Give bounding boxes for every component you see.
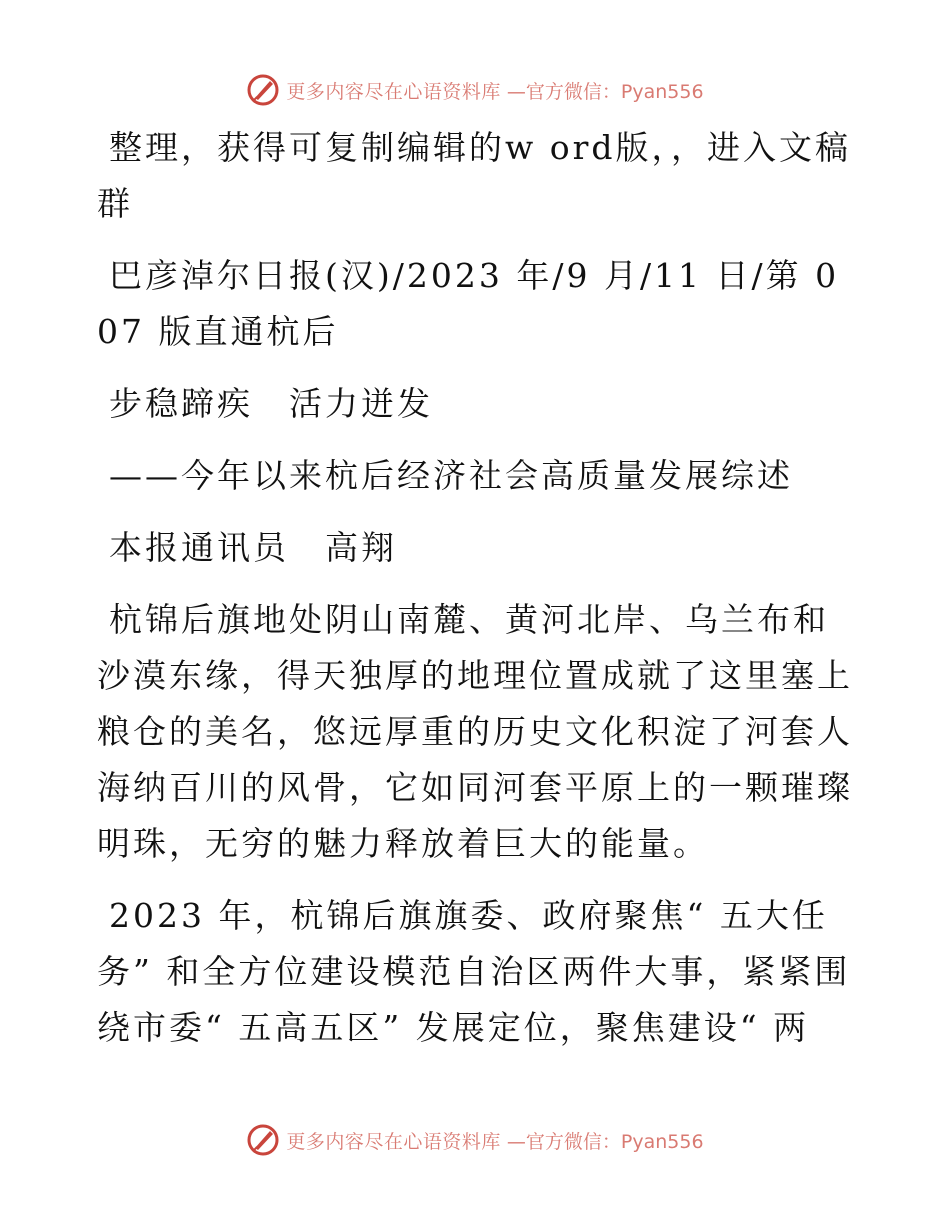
article-subtitle: ——今年以来杭后经济社会高质量发展综述 bbox=[109, 456, 793, 495]
watermark-wechat-text: —官方微信：Pyan556 bbox=[506, 1130, 704, 1153]
watermark-site-text: 更多内容尽在心语资料库 bbox=[286, 1130, 501, 1153]
article-byline: 本报通讯员 高翔 bbox=[109, 528, 397, 567]
document-body bbox=[97, 120, 857, 1072]
quill-seal-icon bbox=[246, 73, 280, 107]
article-title: 步稳蹄疾 活力迸发 bbox=[109, 384, 433, 423]
footer-watermark bbox=[0, 1120, 950, 1160]
quill-seal-icon bbox=[246, 1123, 280, 1157]
paragraph-1: 整理，获得可复制编辑的w ord版，，进入文稿群 bbox=[97, 128, 852, 223]
watermark-site-text: 更多内容尽在心语资料库 bbox=[286, 80, 501, 103]
watermark-wechat-text: —官方微信：Pyan556 bbox=[506, 80, 704, 103]
header-watermark bbox=[0, 70, 950, 110]
paragraph-body-2: 2023 年，杭锦后旗旗委、政府聚焦“ 五大任务” 和全方位建设模范自治区两件大事，紧紧围绕市委“ 五高五区” 发展定位，聚焦建设“ 两 bbox=[97, 896, 851, 1047]
paragraph-source-line: 巴彦淖尔日报(汉)/2023 年/9 月/11 日/第 007 版直通杭后 bbox=[97, 256, 840, 351]
paragraph-body-1: 杭锦后旗地处阴山南麓、黄河北岸、乌兰布和沙漠东缘，得天独厚的地理位置成就了这里塞上粮仓的美名，悠远厚重的历史文化积淀了河套人海纳百川的风骨，它如同河套平原上的一颗璀璨明珠，无穷的魅力释放着巨大的能量。 bbox=[97, 600, 853, 863]
